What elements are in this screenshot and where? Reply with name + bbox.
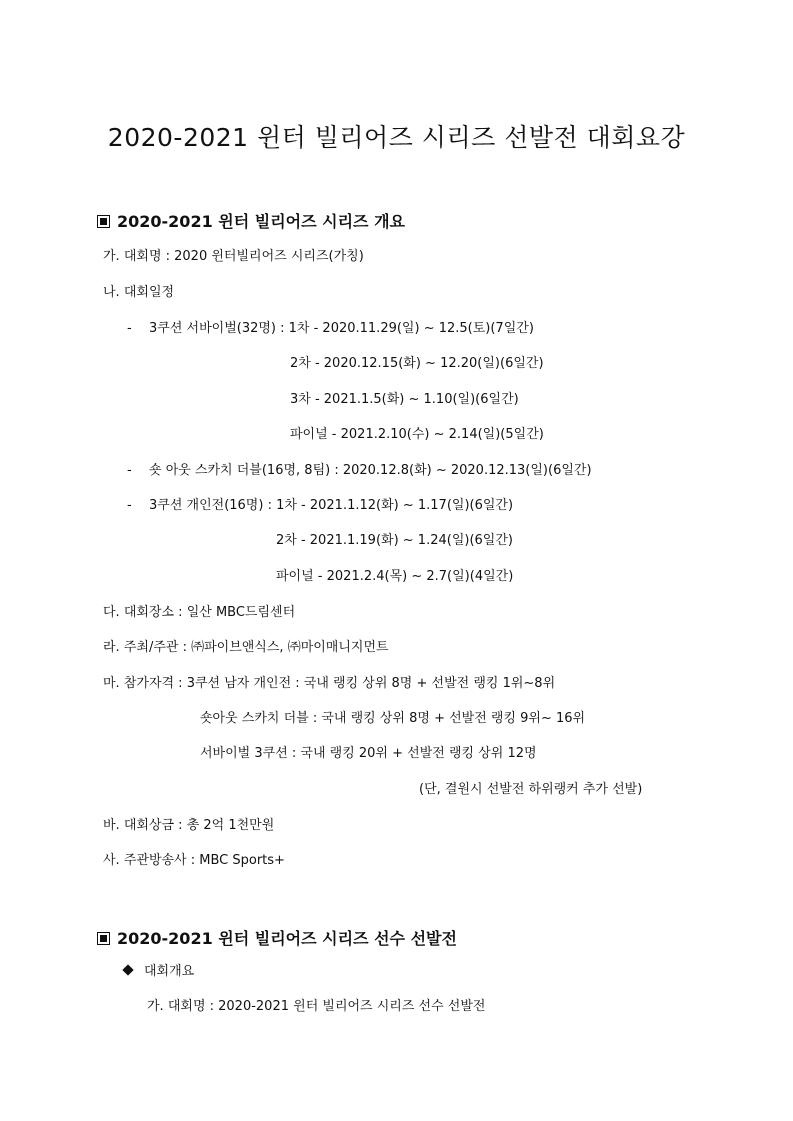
item-ba-prize: 바. 대회상금 : 총 2억 1천만원 xyxy=(103,818,275,833)
schedule-individual-row-1 xyxy=(127,497,513,515)
section-heading-text: 2020-2021 윈터 빌리어즈 시리즈 선수 선발전 xyxy=(117,929,457,948)
section-heading-overview xyxy=(97,209,405,232)
schedule-individual-row-2: 2차 - 2021.1.19(화) ~ 1.24(일)(6일간) xyxy=(276,533,513,548)
schedule-individual-row-3: 파이널 - 2021.2.4(목) ~ 2.7(일)(4일간) xyxy=(276,569,514,584)
section-heading-text: 2020-2021 윈터 빌리어즈 시리즈 개요 xyxy=(117,212,406,231)
schedule-survival-row-3: 3차 - 2021.1.5(화) ~ 1.10(일)(6일간) xyxy=(290,392,519,407)
schedule-text: 숏 아웃 스카치 더블(16명, 8팀) : 2020.12.8(화) ~ 2020.12.13(일)(6일간) xyxy=(149,463,592,478)
bullet-overview xyxy=(124,963,194,981)
item-ma-eligibility-1: 마. 참가자격 : 3쿠션 남자 개인전 : 국내 랭킹 상위 8명 + 선발전 랭킹 1위~8위 xyxy=(103,676,556,691)
schedule-scotch-row xyxy=(127,462,592,480)
dash-marker: - xyxy=(127,321,132,336)
item-ma-eligibility-2: 숏아웃 스카치 더블 : 국내 랭킹 상위 8명 + 선발전 랭킹 9위~ 16위 xyxy=(200,711,586,726)
item-ga-name: 가. 대회명 : 2020 윈터빌리어즈 시리즈(가칭) xyxy=(103,249,364,264)
square-bullet-icon xyxy=(97,932,110,945)
item-na-schedule: 나. 대회일정 xyxy=(103,285,175,300)
dash-marker: - xyxy=(127,498,132,513)
item-ra-host: 라. 주최/주관 : ㈜파이브앤식스, ㈜마이매니지먼트 xyxy=(103,640,389,655)
qualifier-item-ga-name: 가. 대회명 : 2020-2021 윈터 빌리어즈 시리즈 선수 선발전 xyxy=(147,999,486,1014)
square-bullet-icon xyxy=(97,215,110,228)
schedule-survival-row-1 xyxy=(127,320,534,338)
item-ma-eligibility-note: (단, 결원시 선발전 하위랭커 추가 선발) xyxy=(419,782,643,797)
dash-marker: - xyxy=(127,463,132,478)
item-ma-eligibility-3: 서바이벌 3쿠션 : 국내 랭킹 20위 + 선발전 랭킹 상위 12명 xyxy=(200,746,537,761)
schedule-text: 3쿠션 개인전(16명) : 1차 - 2021.1.12(화) ~ 1.17(일)(6일간) xyxy=(149,498,514,513)
bullet-text: 대회개요 xyxy=(144,964,195,979)
item-sa-broadcaster: 사. 주관방송사 : MBC Sports+ xyxy=(103,853,285,868)
section-heading-qualifier xyxy=(97,926,457,949)
diamond-bullet-icon xyxy=(122,964,133,975)
schedule-survival-row-4: 파이널 - 2021.2.10(수) ~ 2.14(일)(5일간) xyxy=(290,427,544,442)
schedule-survival-row-2: 2차 - 2020.12.15(화) ~ 12.20(일)(6일간) xyxy=(290,356,544,371)
item-da-venue: 다. 대회장소 : 일산 MBC드림센터 xyxy=(103,605,296,620)
document-title: 2020-2021 윈터 빌리어즈 시리즈 선발전 대회요강 xyxy=(107,123,686,152)
schedule-text: 3쿠션 서바이벌(32명) : 1차 - 2020.11.29(일) ~ 12.5(토)(7일간) xyxy=(149,321,534,336)
